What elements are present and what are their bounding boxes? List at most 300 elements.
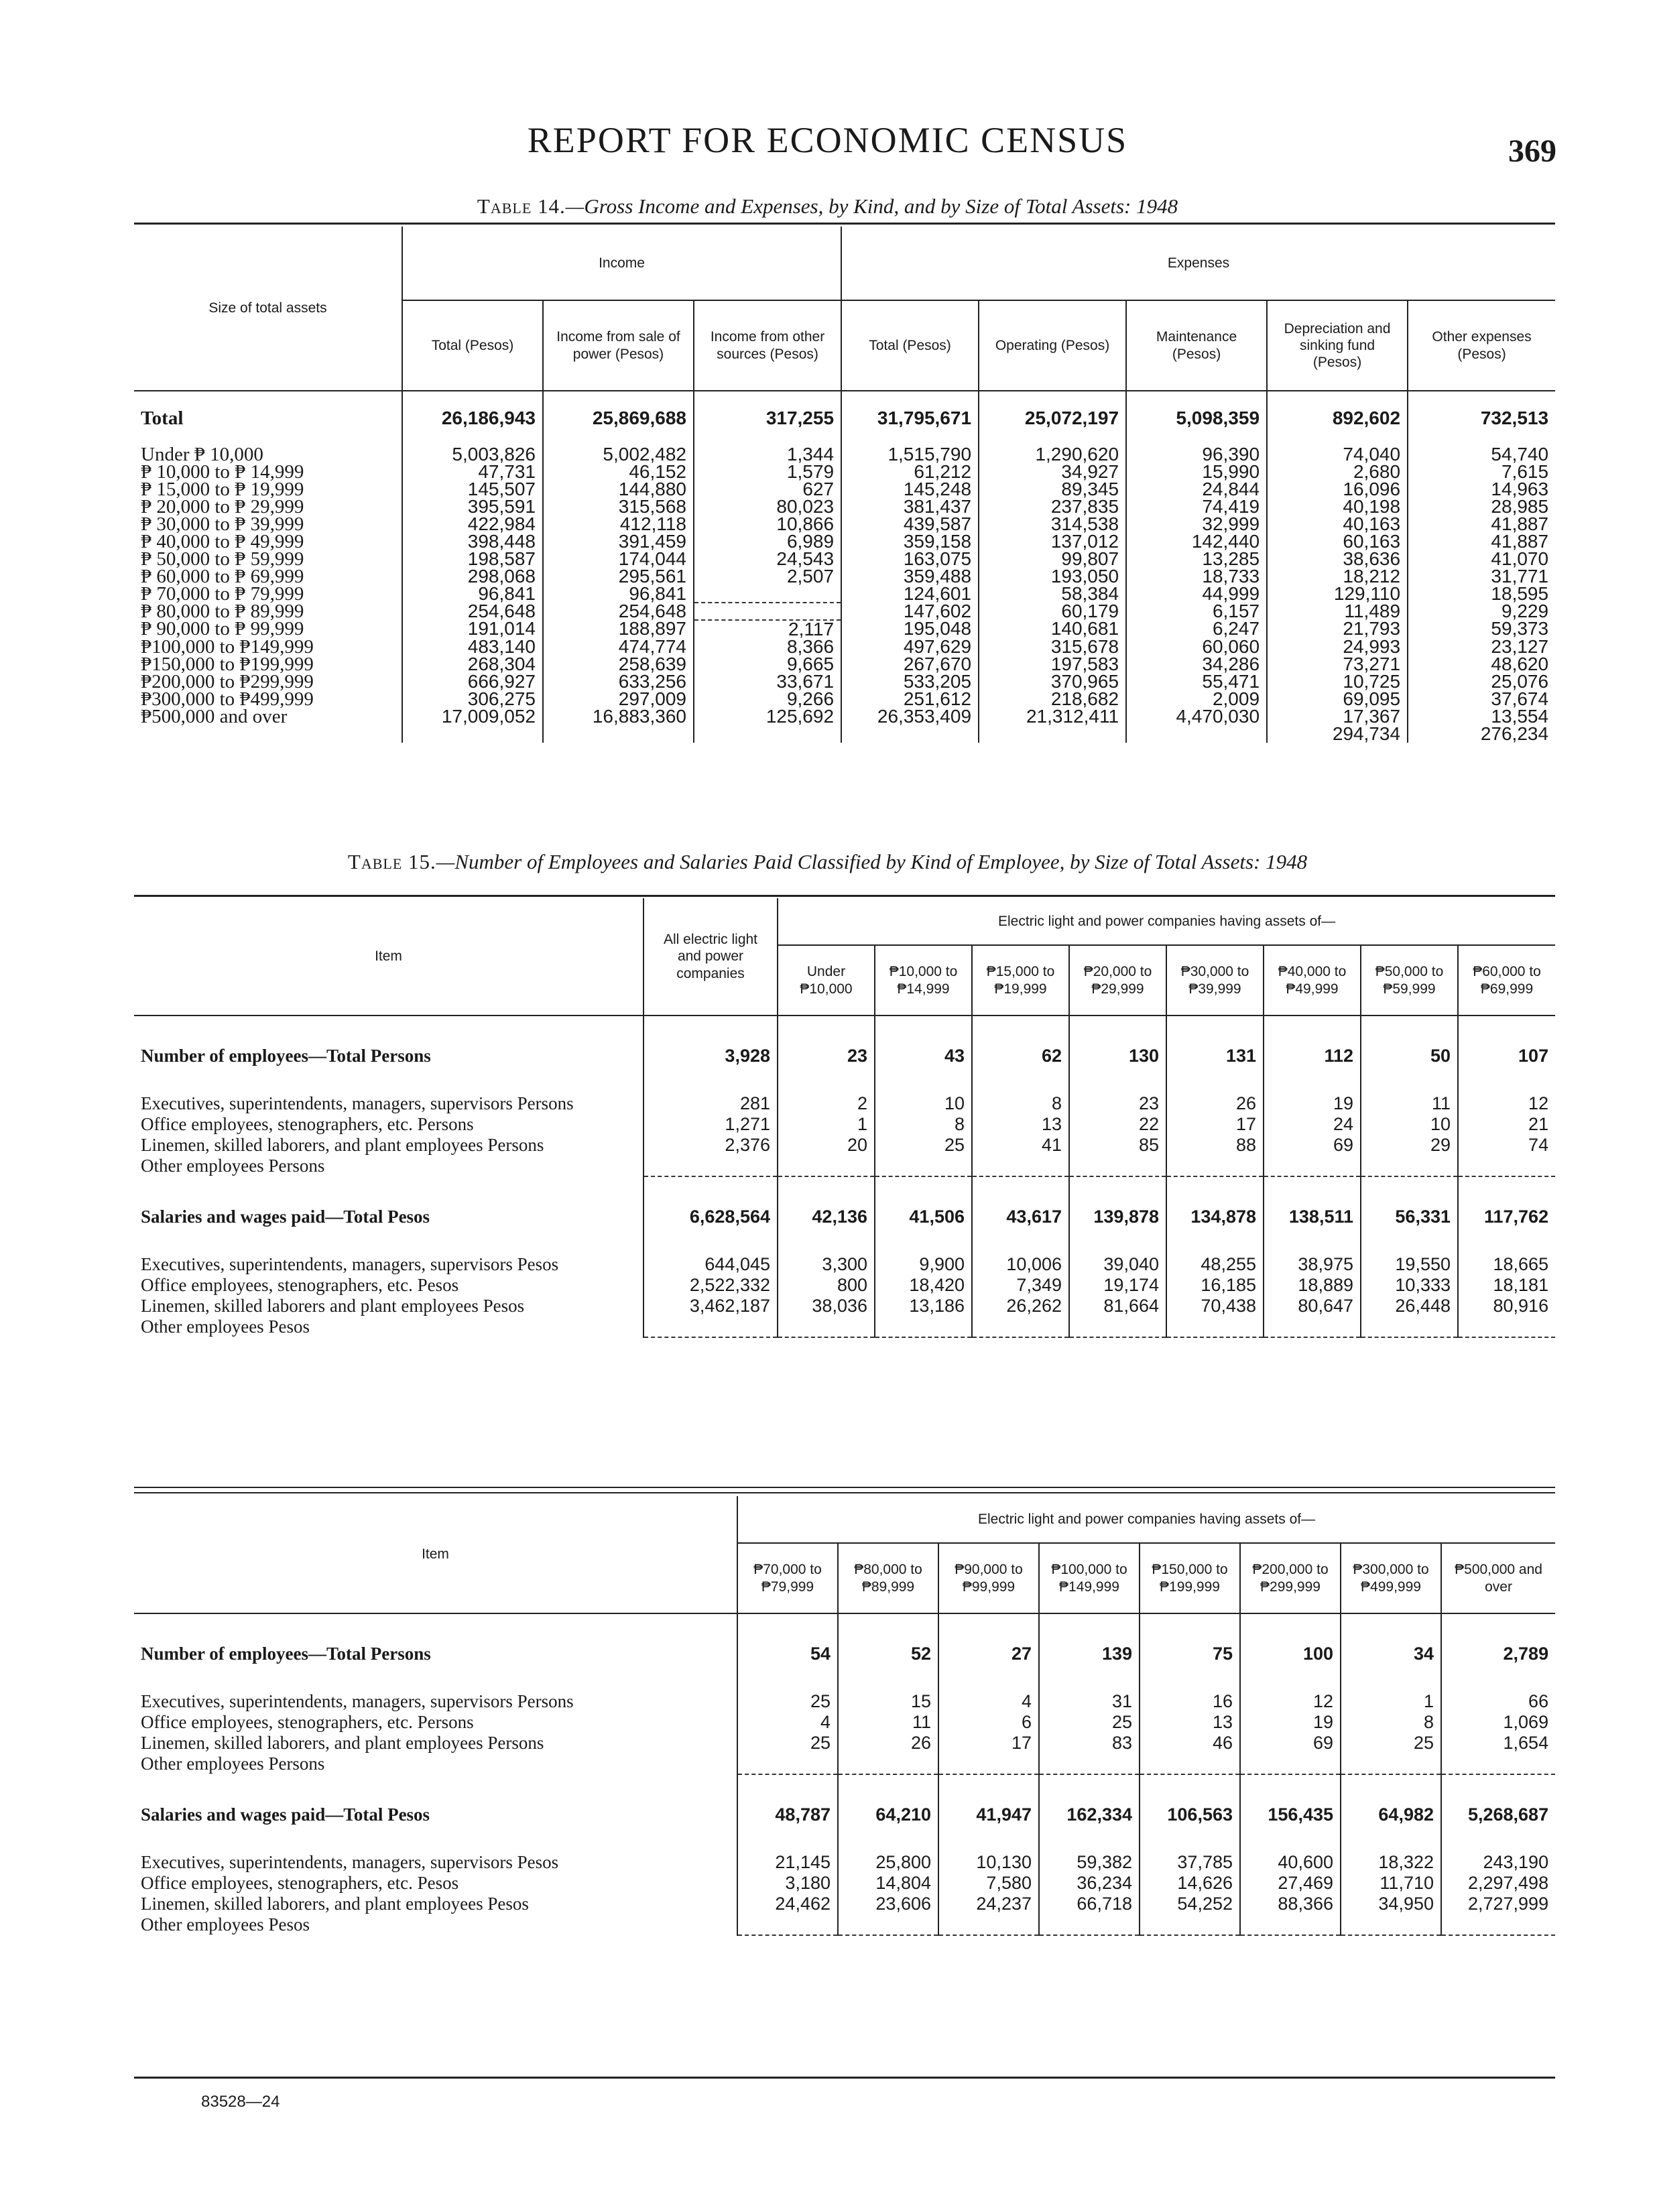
table14-cell: 5,003,826 bbox=[402, 446, 543, 463]
table15-part2-cell bbox=[1441, 1914, 1555, 1935]
table15-part2-row-label-text: Number of employees—Total bbox=[141, 1644, 366, 1664]
table14-cell: 422,984 bbox=[402, 515, 543, 533]
table14-cell bbox=[694, 603, 841, 620]
table14-cell: 6,247 bbox=[1126, 620, 1267, 638]
table14-cell: 627 bbox=[694, 481, 841, 498]
table15-part1-cell: 26 bbox=[1166, 1093, 1264, 1114]
table15-part2-cell: 54,252 bbox=[1140, 1894, 1240, 1914]
table14-cell: 10,866 bbox=[694, 515, 841, 533]
table15-part1-cell bbox=[1069, 1156, 1166, 1176]
table15-part2-col-header: ₱500,000 and over bbox=[1441, 1543, 1555, 1613]
table15-part2-row-label bbox=[134, 1914, 737, 1935]
table15-part1-row-label bbox=[134, 1207, 643, 1227]
table15-part1-cell: 112 bbox=[1264, 1046, 1361, 1066]
table14-cell: 24,993 bbox=[1267, 638, 1408, 656]
table14-total-cell: 732,513 bbox=[1408, 410, 1555, 435]
table15-part2-cell: 69 bbox=[1240, 1733, 1341, 1754]
table15-part2-cell: 25 bbox=[737, 1691, 838, 1712]
table15-part2-spacer-row bbox=[134, 1774, 1555, 1804]
table14-cell: 412,118 bbox=[543, 515, 694, 533]
table15-part2-cell bbox=[838, 1754, 938, 1774]
table15-part1-col-header: ₱10,000 to ₱14,999 bbox=[875, 945, 972, 1016]
table15-part1-cell: 29 bbox=[1361, 1135, 1458, 1156]
table15-part2-cell: 24,462 bbox=[737, 1894, 838, 1914]
table14-cell: 54,740 bbox=[1408, 446, 1555, 463]
table14-cell: 398,448 bbox=[402, 533, 543, 550]
table15-part1-row bbox=[134, 1135, 1555, 1156]
table14-cell: 31,771 bbox=[1408, 568, 1555, 585]
table14-total-cell: 317,255 bbox=[694, 410, 841, 435]
table15-part2-row-label bbox=[134, 1644, 737, 1664]
table14-cell: 474,774 bbox=[543, 638, 694, 656]
table15-part2-row bbox=[134, 1754, 1555, 1774]
table15-part1-total-row bbox=[134, 1046, 1555, 1066]
table15-part2-cell: 48,787 bbox=[737, 1804, 838, 1825]
table15-part1-cell: 12 bbox=[1458, 1093, 1555, 1114]
table14-row-label: ₱ 40,000 to ₱ 49,999 bbox=[141, 533, 304, 550]
table15-part1-row bbox=[134, 1316, 1555, 1337]
table15-part2-row bbox=[134, 1894, 1555, 1914]
table14-row bbox=[134, 463, 1555, 481]
table14-cell: 142,440 bbox=[1126, 533, 1267, 550]
table14-expenses-group: Expenses bbox=[841, 227, 1555, 300]
table15-part1-cell bbox=[875, 1156, 972, 1176]
table15-part2-cell: 83 bbox=[1039, 1733, 1140, 1754]
table15-part2-cell: 31 bbox=[1039, 1691, 1140, 1712]
table15-part2-row-label bbox=[134, 1894, 737, 1914]
table15-part2-col-header: ₱200,000 to ₱299,999 bbox=[1240, 1543, 1341, 1613]
table14-cell: 195,048 bbox=[841, 620, 979, 638]
table14-cell: 9,665 bbox=[694, 656, 841, 673]
table14-cell: 197,583 bbox=[979, 656, 1126, 673]
table14-col-header: Depreciation and sinking fund (Pesos) bbox=[1267, 300, 1408, 391]
table15-part1-cell: 13 bbox=[972, 1114, 1069, 1135]
table14-cell: 24,844 bbox=[1126, 481, 1267, 498]
table15-part2-spacer-row bbox=[134, 1613, 1555, 1644]
table14-cell: 69,095 bbox=[1267, 690, 1408, 708]
table15-part1-spacer-row bbox=[134, 1016, 1555, 1046]
table14-cell: 533,205 bbox=[841, 673, 979, 690]
page-number: 369 bbox=[1508, 133, 1556, 169]
table15-part1-cell: 10,006 bbox=[972, 1254, 1069, 1275]
table15-part2-col-header: ₱150,000 to ₱199,999 bbox=[1140, 1543, 1240, 1613]
table15-part2-row-label-text: Office employees, stenographers, etc. bbox=[141, 1873, 413, 1893]
table15-part1-cell: 21 bbox=[1458, 1114, 1555, 1135]
table15-part1-cell: 81,664 bbox=[1069, 1296, 1166, 1316]
table14-cell: 18,733 bbox=[1126, 568, 1267, 585]
table15-part1-cell: 24 bbox=[1264, 1114, 1361, 1135]
table15-part1-group-header: Electric light and power companies having assets of— bbox=[778, 898, 1555, 945]
table15-part2-row-label-text: Salaries and wages paid—Total bbox=[141, 1804, 383, 1825]
table15-part1-row-label-text: Other employees bbox=[141, 1316, 264, 1337]
table15-part2-cell: 34,950 bbox=[1341, 1894, 1441, 1914]
table14-stub-header: Size of total assets bbox=[134, 227, 402, 391]
table14-cell: 59,373 bbox=[1408, 620, 1555, 638]
table15-part1-cell bbox=[1166, 1316, 1264, 1337]
table15-part2-col-header: ₱70,000 to ₱79,999 bbox=[737, 1543, 838, 1613]
table14-cell: 163,075 bbox=[841, 550, 979, 568]
table15-part1-row-unit: Persons bbox=[370, 1046, 431, 1066]
table15-part1-cell: 18,181 bbox=[1458, 1275, 1555, 1296]
table15-part2-cell: 40,600 bbox=[1240, 1852, 1341, 1873]
table15-part2-row-unit: Pesos bbox=[487, 1894, 529, 1914]
table15-split-rule-2 bbox=[134, 1492, 1555, 1493]
table15-part2-col-header: ₱80,000 to ₱89,999 bbox=[838, 1543, 938, 1613]
table15-part1-cell: 43 bbox=[875, 1046, 972, 1066]
table14-cell: 9,229 bbox=[1408, 603, 1555, 620]
table14-cell: 137,012 bbox=[979, 533, 1126, 550]
table15-part1-cell: 38,975 bbox=[1264, 1254, 1361, 1275]
table15-part2 bbox=[134, 1496, 1555, 1936]
table14-row bbox=[134, 533, 1555, 550]
table14-cell: 6,989 bbox=[694, 533, 841, 550]
table14-cell: 391,459 bbox=[543, 533, 694, 550]
table15-part2-spacer-row bbox=[134, 1664, 1555, 1691]
table14-row bbox=[134, 620, 1555, 638]
table15-part2-cell: 25 bbox=[737, 1733, 838, 1754]
table14-cell: 140,681 bbox=[979, 620, 1126, 638]
table15-part1-row-label bbox=[134, 1275, 643, 1296]
table15-part2-cell: 7,580 bbox=[938, 1873, 1039, 1894]
table14-total-cell: 26,186,943 bbox=[402, 410, 543, 435]
table15-part2-cell bbox=[737, 1754, 838, 1774]
table15-part2-row-label-text: Other employees bbox=[141, 1754, 264, 1774]
table14-cell: 295,561 bbox=[543, 568, 694, 585]
table14-cell: 2,680 bbox=[1267, 463, 1408, 481]
table14-row bbox=[134, 550, 1555, 568]
table14-col-header: Total (Pesos) bbox=[402, 300, 543, 391]
table15-part1-cell bbox=[1361, 1316, 1458, 1337]
table14-spacer-row bbox=[134, 391, 1555, 410]
table15-part2-row-label-text: Office employees, stenographers, etc. bbox=[141, 1712, 413, 1732]
table14-row-label: ₱ 70,000 to ₱ 79,999 bbox=[141, 585, 304, 603]
table15-part2-total-row bbox=[134, 1644, 1555, 1664]
table14-extra-row bbox=[134, 725, 1555, 743]
table15-part2-cell: 14,626 bbox=[1140, 1873, 1240, 1894]
table14-cell: 18,595 bbox=[1408, 585, 1555, 603]
table15-split-rule-1 bbox=[134, 1487, 1555, 1488]
table15-part2-row bbox=[134, 1873, 1555, 1894]
table15-part2-row bbox=[134, 1712, 1555, 1733]
table15-part1-cell: 19 bbox=[1264, 1093, 1361, 1114]
table15-part1-cell: 23 bbox=[778, 1046, 875, 1066]
table15-part2-cell: 23,606 bbox=[838, 1894, 938, 1914]
table15-part1-cell: 2 bbox=[778, 1093, 875, 1114]
table14-cell: 193,050 bbox=[979, 568, 1126, 585]
table15-part1-body bbox=[134, 1016, 1555, 1337]
table14-cell: 359,158 bbox=[841, 533, 979, 550]
table14-col-header: Income from sale of power (Pesos) bbox=[543, 300, 694, 391]
table15-part2-row-label bbox=[134, 1873, 737, 1894]
table14-cell: 2,009 bbox=[1126, 690, 1267, 708]
table15-top-rule bbox=[134, 895, 1555, 897]
table15-part1-row-label bbox=[134, 1254, 643, 1275]
table14-cell: 191,014 bbox=[402, 620, 543, 638]
table14-total-row bbox=[134, 410, 1555, 435]
table15-part1-row-unit: Persons bbox=[417, 1114, 474, 1134]
table15-part1-cell bbox=[1069, 1316, 1166, 1337]
table14-cell: 251,612 bbox=[841, 690, 979, 708]
table14-cell: 8,366 bbox=[694, 638, 841, 656]
table14-row-label: ₱ 15,000 to ₱ 19,999 bbox=[141, 481, 304, 498]
table15-part2-cell: 26 bbox=[838, 1733, 938, 1754]
table15-part2-cell: 24,237 bbox=[938, 1894, 1039, 1914]
table15-part1-cell bbox=[875, 1316, 972, 1337]
table15-part1-cell: 26,262 bbox=[972, 1296, 1069, 1316]
table15-part2-row bbox=[134, 1914, 1555, 1935]
table15-part1-all-header: All electric light and power companies bbox=[643, 898, 778, 1016]
table15-part2-cell: 15 bbox=[838, 1691, 938, 1712]
table14-cell: 1,290,620 bbox=[979, 446, 1126, 463]
table14-cell: 96,841 bbox=[402, 585, 543, 603]
table15-part2-row-label bbox=[134, 1754, 737, 1774]
table14-row-label: ₱ 30,000 to ₱ 39,999 bbox=[141, 515, 304, 533]
table15-part2-row-label bbox=[134, 1712, 737, 1733]
table14-row-label: Under ₱ 10,000 bbox=[141, 446, 263, 463]
table14-row bbox=[134, 498, 1555, 515]
table15-part1-cell bbox=[1264, 1156, 1361, 1176]
table15-part1-cell: 38,036 bbox=[778, 1296, 875, 1316]
table15-part1-row-label bbox=[134, 1135, 643, 1156]
table14-cell bbox=[694, 585, 841, 603]
table15-part2-cell: 17 bbox=[938, 1733, 1039, 1754]
table15-part2-cell: 88,366 bbox=[1240, 1894, 1341, 1914]
table14-cell: 9,266 bbox=[694, 690, 841, 708]
table15-part2-cell: 243,190 bbox=[1441, 1852, 1555, 1873]
table15-part2-cell: 34 bbox=[1341, 1644, 1441, 1664]
table15-part2-cell: 41,947 bbox=[938, 1804, 1039, 1825]
table15-part1-row-label-text: Executives, superintendents, managers, supervisors bbox=[141, 1254, 513, 1274]
table14-cell: 26,353,409 bbox=[841, 708, 979, 725]
table15-part1-cell: 48,255 bbox=[1166, 1254, 1264, 1275]
table15-part1-cell: 17 bbox=[1166, 1114, 1264, 1135]
table14-cell: 60,179 bbox=[979, 603, 1126, 620]
table15-part2-row bbox=[134, 1852, 1555, 1873]
table14-row bbox=[134, 638, 1555, 656]
table15-part2-cell: 16 bbox=[1140, 1691, 1240, 1712]
table15-part1-cell: 6,628,564 bbox=[643, 1207, 778, 1227]
table15-part1-cell: 23 bbox=[1069, 1093, 1166, 1114]
table14-cell: 125,692 bbox=[694, 708, 841, 725]
table14-col-header: Other expenses (Pesos) bbox=[1408, 300, 1555, 391]
table15-part2-cell bbox=[938, 1754, 1039, 1774]
table15-part2-cell: 54 bbox=[737, 1644, 838, 1664]
table15-part1-cell: 7,349 bbox=[972, 1275, 1069, 1296]
table14-cell: 40,198 bbox=[1267, 498, 1408, 515]
table14-caption bbox=[0, 194, 1655, 219]
table15-part2-cell bbox=[1341, 1914, 1441, 1935]
table15-part2-cell: 4 bbox=[737, 1712, 838, 1733]
table15-part2-total-row bbox=[134, 1804, 1555, 1825]
table14-row-label: ₱ 50,000 to ₱ 59,999 bbox=[141, 550, 304, 568]
table14-cell: 315,678 bbox=[979, 638, 1126, 656]
table15-part1-row-label-text: Executives, superintendents, managers, supervisors bbox=[141, 1093, 513, 1113]
table15-part1-row bbox=[134, 1254, 1555, 1275]
table14-cell: 1,344 bbox=[694, 446, 841, 463]
table14-cell: 2,117 bbox=[694, 620, 841, 638]
table15-part1-cell: 281 bbox=[643, 1093, 778, 1114]
table15-part1-cell: 20 bbox=[778, 1135, 875, 1156]
table14-cell: 4,470,030 bbox=[1126, 708, 1267, 725]
table15-part2-cell: 10,130 bbox=[938, 1852, 1039, 1873]
table15-part2-cell: 8 bbox=[1341, 1712, 1441, 1733]
table14-cell: 497,629 bbox=[841, 638, 979, 656]
table15-part1-row-unit: Pesos bbox=[268, 1316, 310, 1337]
table14-body bbox=[134, 391, 1555, 743]
table14-cell: 96,841 bbox=[543, 585, 694, 603]
table15-part2-cell: 52 bbox=[838, 1644, 938, 1664]
table15-part1-cell bbox=[1458, 1316, 1555, 1337]
table14-cell: 13,554 bbox=[1408, 708, 1555, 725]
table14-cell: 89,345 bbox=[979, 481, 1126, 498]
table15-bottom-rule bbox=[134, 2077, 1555, 2079]
table15-part1-cell: 138,511 bbox=[1264, 1207, 1361, 1227]
table14-cell: 297,009 bbox=[543, 690, 694, 708]
table14-cell: 298,068 bbox=[402, 568, 543, 585]
table15-part1-cell: 80,647 bbox=[1264, 1296, 1361, 1316]
table14-cell: 666,927 bbox=[402, 673, 543, 690]
table14-cell: 254,648 bbox=[543, 603, 694, 620]
table15-part1-cell: 131 bbox=[1166, 1046, 1264, 1066]
table14-cell: 6,157 bbox=[1126, 603, 1267, 620]
table15-part2-row-unit: Persons bbox=[417, 1712, 474, 1732]
table14-row-label: ₱ 10,000 to ₱ 14,999 bbox=[141, 463, 304, 481]
table15-part1-cell: 107 bbox=[1458, 1046, 1555, 1066]
table15-part1-cell: 3,928 bbox=[643, 1046, 778, 1066]
table14-row bbox=[134, 673, 1555, 690]
table14-spacer-row bbox=[134, 435, 1555, 446]
table14-row-label: ₱500,000 and over bbox=[141, 708, 288, 725]
table14-cell: 28,985 bbox=[1408, 498, 1555, 515]
table14-cell: 41,070 bbox=[1408, 550, 1555, 568]
table15-part1-cell bbox=[643, 1316, 778, 1337]
table15-part1-cell: 117,762 bbox=[1458, 1207, 1555, 1227]
table15-part1-cell: 18,420 bbox=[875, 1275, 972, 1296]
table14-cell: 381,437 bbox=[841, 498, 979, 515]
table14-col-header: Operating (Pesos) bbox=[979, 300, 1126, 391]
table15-part2-cell: 156,435 bbox=[1240, 1804, 1341, 1825]
table15-part2-row-unit: Persons bbox=[268, 1754, 325, 1774]
table15-part1-cell: 130 bbox=[1069, 1046, 1166, 1066]
table15-part1-col-header: ₱30,000 to ₱39,999 bbox=[1166, 945, 1264, 1016]
table15-part2-row-unit: Pesos bbox=[268, 1914, 310, 1934]
table15-part1-cell bbox=[1166, 1156, 1264, 1176]
table15-part1-row-label-text: Office employees, stenographers, etc. bbox=[141, 1114, 413, 1134]
footer-code: 83528—24 bbox=[201, 2093, 280, 2111]
table14-cell: 147,602 bbox=[841, 603, 979, 620]
table15-part1-cell: 19,174 bbox=[1069, 1275, 1166, 1296]
table15-part1-cell: 85 bbox=[1069, 1135, 1166, 1156]
table15-part2-cell: 1,069 bbox=[1441, 1712, 1555, 1733]
table14-cell: 60,163 bbox=[1267, 533, 1408, 550]
table15-part2-cell: 1,654 bbox=[1441, 1733, 1555, 1754]
page-title: REPORT FOR ECONOMIC CENSUS bbox=[527, 120, 1128, 160]
table15-part1-spacer-row bbox=[134, 1176, 1555, 1207]
table15-part1-cell: 134,878 bbox=[1166, 1207, 1264, 1227]
table15-part2-cell bbox=[1441, 1754, 1555, 1774]
table15-part2-cell: 13 bbox=[1140, 1712, 1240, 1733]
table14-cell: 315,568 bbox=[543, 498, 694, 515]
table15-part1-cell: 22 bbox=[1069, 1114, 1166, 1135]
table14-cell: 16,883,360 bbox=[543, 708, 694, 725]
table14-cell: 48,620 bbox=[1408, 656, 1555, 673]
table14-top-rule bbox=[134, 223, 1555, 225]
table15-part2-cell: 25 bbox=[1039, 1712, 1140, 1733]
table15-part1-col-header: ₱40,000 to ₱49,999 bbox=[1264, 945, 1361, 1016]
table14-cell: 73,271 bbox=[1267, 656, 1408, 673]
table14-row-label: ₱ 20,000 to ₱ 29,999 bbox=[141, 498, 304, 515]
table15-part1-row bbox=[134, 1275, 1555, 1296]
table15-part1-row bbox=[134, 1114, 1555, 1135]
table14 bbox=[134, 227, 1555, 743]
table15-part1 bbox=[134, 898, 1555, 1338]
table15-part1-cell: 26,448 bbox=[1361, 1296, 1458, 1316]
table15-part1-cell: 10 bbox=[1361, 1114, 1458, 1135]
table15-part2-cell bbox=[737, 1914, 838, 1935]
table14-total-cell: 31,795,671 bbox=[841, 410, 979, 435]
table14-cell: 267,670 bbox=[841, 656, 979, 673]
table15-part1-cell: 800 bbox=[778, 1275, 875, 1296]
table15-part2-cell: 11,710 bbox=[1341, 1873, 1441, 1894]
table15-part1-cell: 19,550 bbox=[1361, 1254, 1458, 1275]
table15-part1-row-label bbox=[134, 1046, 643, 1066]
table15-part2-row-unit: Persons bbox=[517, 1691, 574, 1711]
table15-part2-cell: 5,268,687 bbox=[1441, 1804, 1555, 1825]
table15-part1-row-label-text: Linemen, skilled laborers and plant employees bbox=[141, 1296, 479, 1316]
table15-part1-col-header: ₱15,000 to ₱19,999 bbox=[972, 945, 1069, 1016]
table15-part2-row-unit: Pesos bbox=[517, 1852, 559, 1872]
table15-part2-col-header: ₱100,000 to ₱149,999 bbox=[1039, 1543, 1140, 1613]
table15-part2-row bbox=[134, 1691, 1555, 1712]
table15-part1-cell: 41 bbox=[972, 1135, 1069, 1156]
table14-cell: 17,009,052 bbox=[402, 708, 543, 725]
table15-part1-cell: 3,462,187 bbox=[643, 1296, 778, 1316]
table14-cell: 145,507 bbox=[402, 481, 543, 498]
table15-part2-cell bbox=[1240, 1754, 1341, 1774]
table14-cell: 395,591 bbox=[402, 498, 543, 515]
table15-part2-cell: 66 bbox=[1441, 1691, 1555, 1712]
table14-cell: 74,040 bbox=[1267, 446, 1408, 463]
table14-cell: 124,601 bbox=[841, 585, 979, 603]
table15-part1-row-label-text: Linemen, skilled laborers, and plant employees bbox=[141, 1135, 483, 1155]
table15-part2-cell: 2,297,498 bbox=[1441, 1873, 1555, 1894]
table14-row-label: ₱100,000 to ₱149,999 bbox=[141, 638, 314, 656]
table15-part1-cell: 13,186 bbox=[875, 1296, 972, 1316]
table15-part1-cell: 18,889 bbox=[1264, 1275, 1361, 1296]
table15-part2-cell bbox=[1039, 1914, 1140, 1935]
table14-cell: 14,963 bbox=[1408, 481, 1555, 498]
table15-part2-row-label bbox=[134, 1804, 737, 1825]
table15-part1-cell: 2,522,332 bbox=[643, 1275, 778, 1296]
table14-total-cell: 5,098,359 bbox=[1126, 410, 1267, 435]
table14-cell: 38,636 bbox=[1267, 550, 1408, 568]
table15-part2-row-label bbox=[134, 1733, 737, 1754]
table15-part1-row bbox=[134, 1296, 1555, 1316]
table15-part1-cell bbox=[778, 1316, 875, 1337]
table14-cell: 370,965 bbox=[979, 673, 1126, 690]
table14-row bbox=[134, 603, 1555, 620]
table15-part1-cell: 88 bbox=[1166, 1135, 1264, 1156]
table15-part2-row-label bbox=[134, 1691, 737, 1712]
table15-part1-cell: 42,136 bbox=[778, 1207, 875, 1227]
table14-cell: 7,615 bbox=[1408, 463, 1555, 481]
table14-title: —Gross Income and Expenses, by Kind, and by Size of Total Assets: 1948 bbox=[565, 194, 1178, 218]
table15-part1-stub-header: Item bbox=[134, 898, 643, 1016]
table15-part2-cell: 66,718 bbox=[1039, 1894, 1140, 1914]
table14-number: Table 14. bbox=[477, 194, 566, 218]
table14-cell: 21,793 bbox=[1267, 620, 1408, 638]
table15-part1-row-unit: Persons bbox=[517, 1093, 574, 1113]
